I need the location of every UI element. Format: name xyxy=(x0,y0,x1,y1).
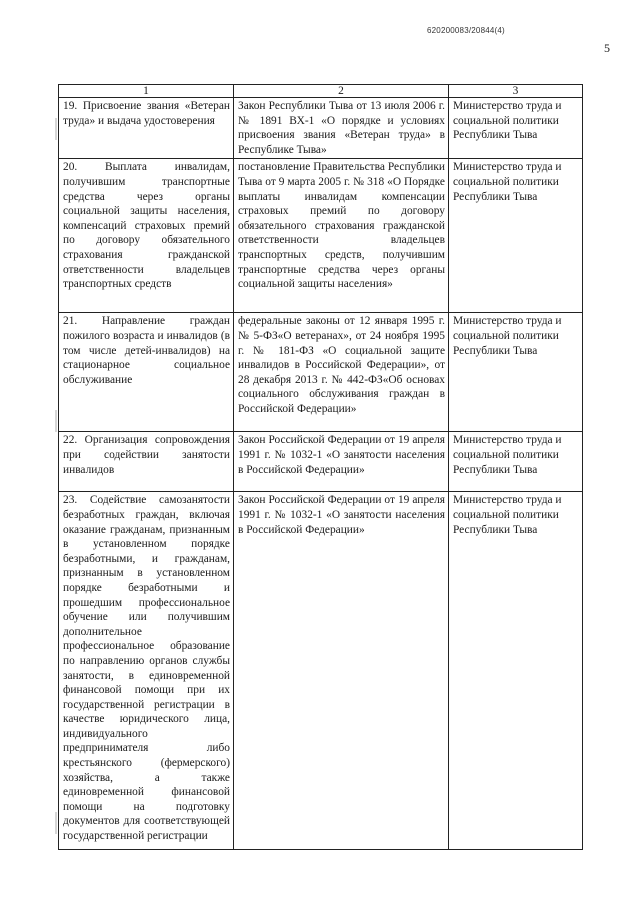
legal-basis: федеральные законы от 12 января 1995 г. № 5-ФЗ«О ветеранах», от 24 ноября 1995 г. № 181-ФЗ «О социальной защите инвалидов в Российской Федерации», от 28 декабря 2013 г. № 442-ФЗ«Об основах социального обслуживания граждан в Российской Федерации» xyxy=(234,313,449,432)
responsible-body: Министерство труда и социальной политики Республики Тыва xyxy=(449,98,583,159)
responsible-body: Министерство труда и социальной политики Республики Тыва xyxy=(449,159,583,313)
table-row xyxy=(59,159,583,313)
scan-artifact xyxy=(55,410,57,432)
responsible-body: Министерство труда и социальной политики Республики Тыва xyxy=(449,432,583,492)
column-number-1: 1 xyxy=(59,85,234,98)
legal-basis: Закон Российской Федерации от 19 апреля 1991 г. № 1032-1 «О занятости населения в Российской Федерации» xyxy=(234,432,449,492)
service-name: 19. Присвоение звания «Ветеран труда» и выдача удостоверения xyxy=(59,98,234,159)
table-header-row xyxy=(59,85,583,98)
column-number-3: 3 xyxy=(449,85,583,98)
service-name: 21. Направление граждан пожилого возраста и инвалидов (в том числе детей-инвалидов) на стационарное социальное обслуживание xyxy=(59,313,234,432)
document-id: 620200083/20844(4) xyxy=(427,26,505,35)
services-table xyxy=(58,84,583,850)
service-name: 23. Содействие самозанятости безработных граждан, включая оказание гражданам, признанным в установленном порядке безработными, и гражданам, признанным в установленном порядке безработными и прошедшим профессиональное обучение или получившим дополнительное профессиональное образование по направлению органов службы занятости, в единовременной финансовой помощи при их государственной регистрации в качестве юридического лица, индивидуального предпринимателя либо крестьянского (фермерского) хозяйства, а также единовременной финансовой помощи на подготовку документов для соответствующей государственной регистрации xyxy=(59,492,234,850)
table-row xyxy=(59,313,583,432)
scan-artifact xyxy=(55,118,57,140)
legal-basis: Закон Республики Тыва от 13 июля 2006 г. № 1891 ВХ-1 «О порядке и условиях присвоения звания «Ветеран труда» в Республике Тыва» xyxy=(234,98,449,159)
table-row xyxy=(59,98,583,159)
service-name: 20. Выплата инвалидам, получившим транспортные средства через органы социальной защиты населения, компенсаций страховых премий по договору обязательного страхования гражданской ответственности владельцев транспортных средств xyxy=(59,159,234,313)
legal-basis: Закон Российской Федерации от 19 апреля 1991 г. № 1032-1 «О занятости населения в Российской Федерации» xyxy=(234,492,449,850)
responsible-body: Министерство труда и социальной политики Республики Тыва xyxy=(449,313,583,432)
page-number: 5 xyxy=(604,41,610,55)
legal-basis: постановление Правительства Республики Тыва от 9 марта 2005 г. № 318 «О Порядке выплаты инвалидам компенсации страховых премий по договору обязательного страхования гражданской ответственности владельцев транспортных средств, получившим транспортные средства через органы социальной защиты населения» xyxy=(234,159,449,313)
column-number-2: 2 xyxy=(234,85,449,98)
table-row xyxy=(59,432,583,492)
responsible-body: Министерство труда и социальной политики Республики Тыва xyxy=(449,492,583,850)
service-name: 22. Организация сопровождения при содействии занятости инвалидов xyxy=(59,432,234,492)
scan-artifact xyxy=(55,812,57,834)
table-row xyxy=(59,492,583,850)
